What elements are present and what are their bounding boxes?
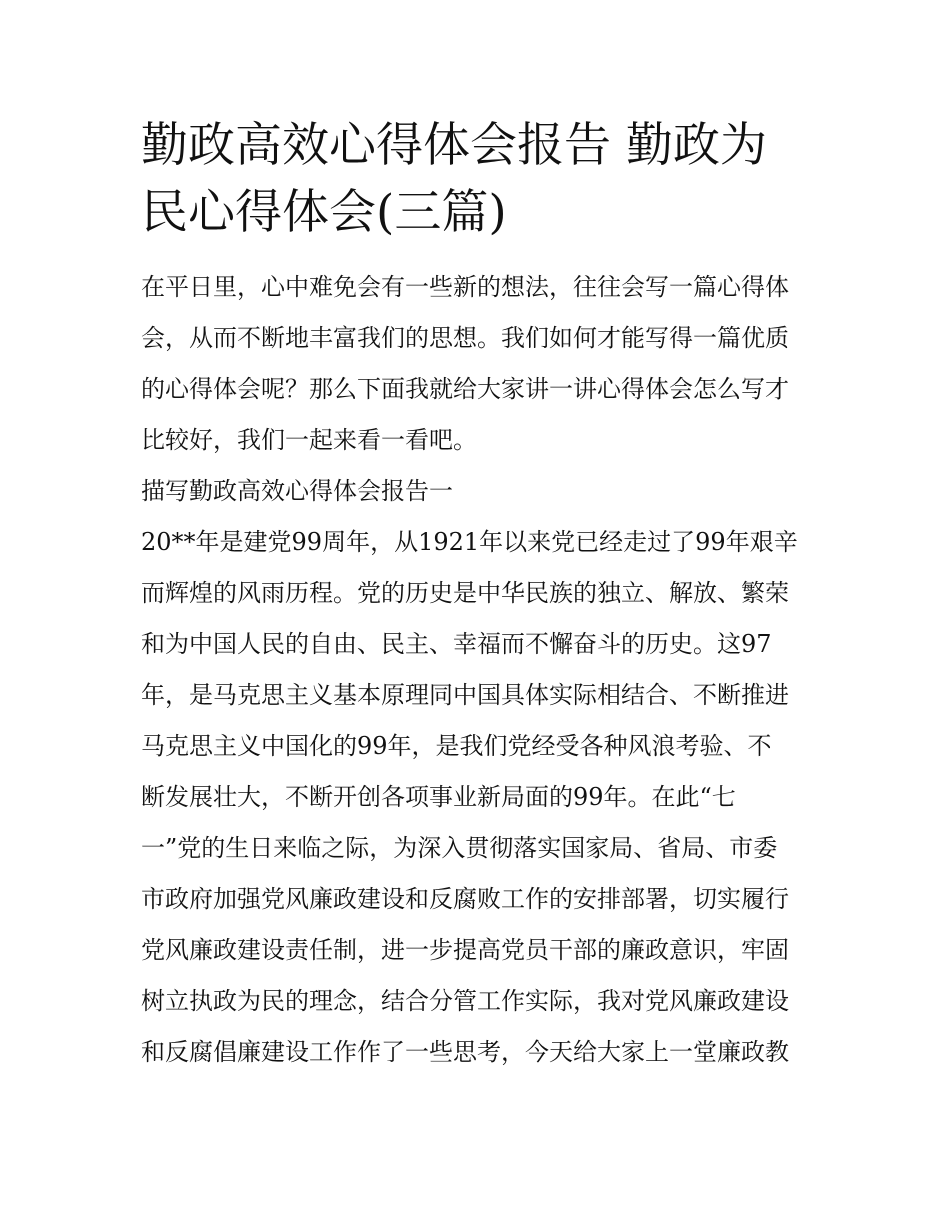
section-paragraph-line: 党风廉政建设责任制，进一步提高党员干部的廉政意识，牢固	[141, 936, 789, 964]
section-heading: 描写勤政高效心得体会报告一	[141, 477, 453, 505]
section-paragraph-line: 和反腐倡廉建设工作作了一些思考，今天给大家上一堂廉政教	[141, 1038, 789, 1066]
section-paragraph-line: 市政府加强党风廉政建设和反腐败工作的安排部署，切实履行	[141, 885, 789, 913]
section-paragraph-line: 和为中国人民的自由、民主、幸福而不懈奋斗的历史。这97	[141, 630, 772, 658]
section-paragraph-line: 一”党的生日来临之际，为深入贯彻落实国家局、省局、市委	[141, 834, 778, 862]
intro-paragraph-line: 比较好，我们一起来看一看吧。	[141, 426, 477, 454]
intro-paragraph-line: 的心得体会呢？那么下面我就给大家讲一讲心得体会怎么写才	[141, 375, 789, 403]
title-line: 勤政高效心得体会报告 勤政为	[141, 118, 767, 173]
title-line: 民心得体会(三篇)	[141, 185, 507, 240]
section-paragraph-line: 年，是马克思主义基本原理同中国具体实际相结合、不断推进	[141, 681, 789, 709]
document-page	[141, 112, 813, 1078]
section-paragraph-line: 20**年是建党99周年，从1921年以来党已经走过了99年艰辛	[141, 528, 798, 556]
intro-paragraph-line: 会，从而不断地丰富我们的思想。我们如何才能写得一篇优质	[141, 324, 789, 352]
document-body	[141, 262, 813, 1078]
section-paragraph-line: 断发展壮大，不断开创各项事业新局面的99年。在此“七	[141, 783, 736, 811]
section-paragraph-line: 而辉煌的风雨历程。党的历史是中华民族的独立、解放、繁荣	[141, 579, 789, 607]
document-title	[141, 112, 813, 246]
section-paragraph-line: 树立执政为民的理念，结合分管工作实际，我对党风廉政建设	[141, 987, 789, 1015]
section-paragraph-line: 马克思主义中国化的99年，是我们党经受各种风浪考验、不	[141, 732, 772, 760]
intro-paragraph-line: 在平日里，心中难免会有一些新的想法，往往会写一篇心得体	[141, 273, 789, 301]
